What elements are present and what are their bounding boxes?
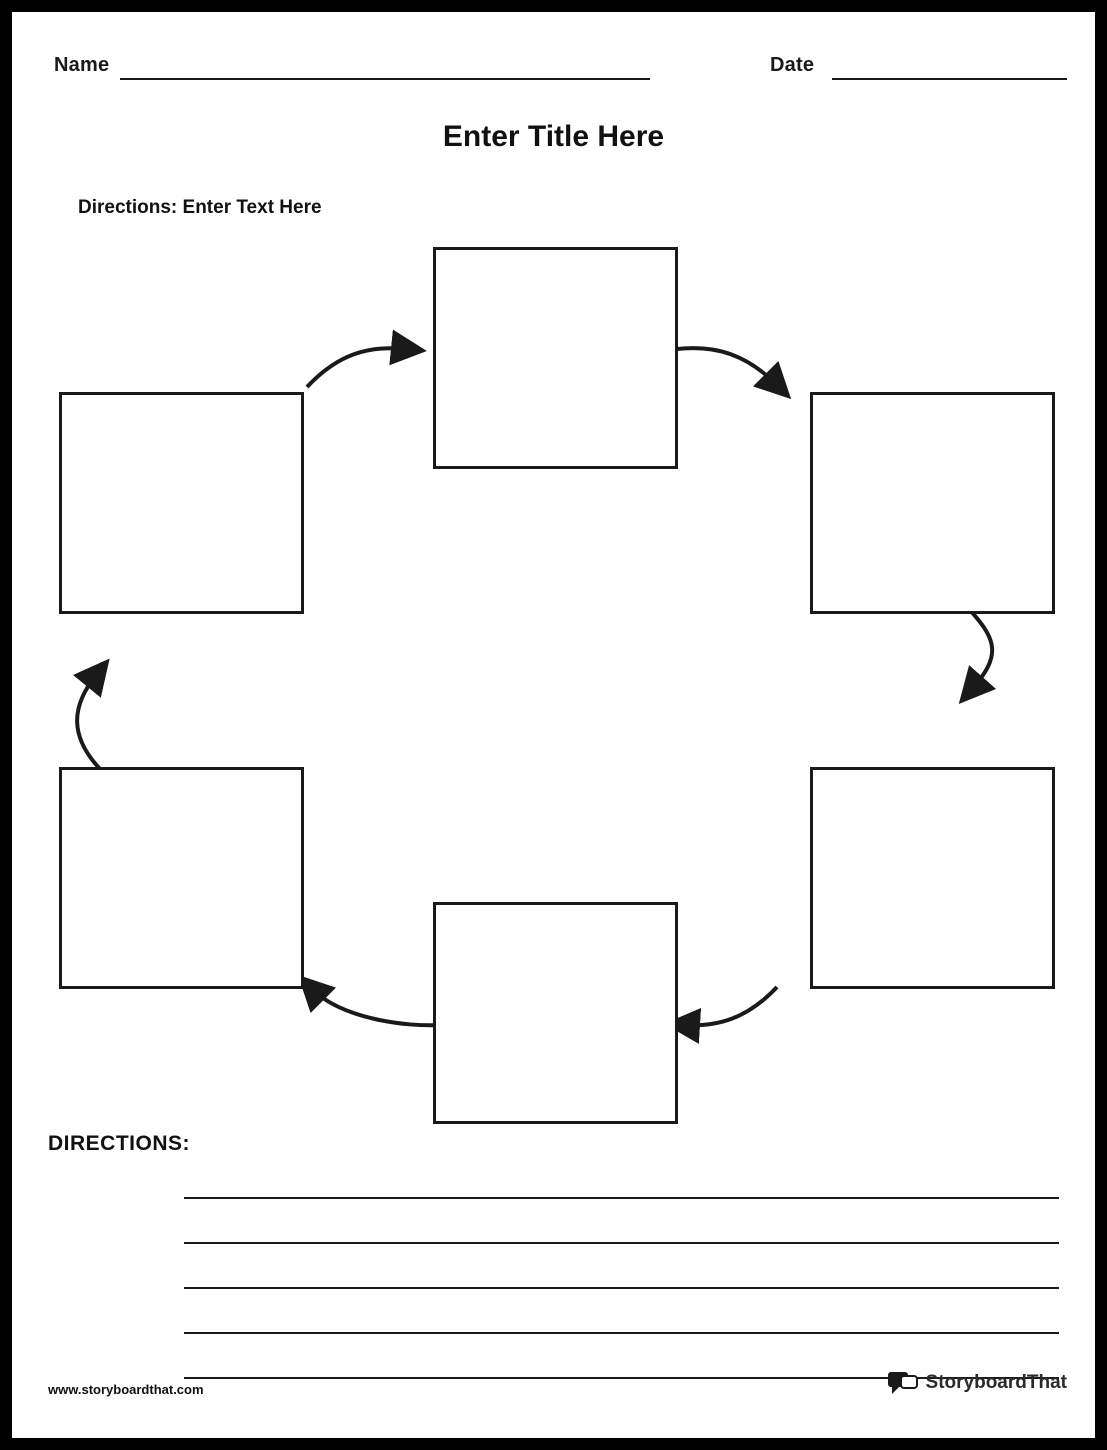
cycle-cell-right-upper[interactable] (810, 392, 1055, 614)
name-input-line[interactable] (120, 78, 650, 80)
footer-url[interactable]: www.storyboardthat.com (48, 1382, 204, 1397)
cycle-cell-left-lower[interactable] (59, 767, 304, 989)
directions-bottom-label: DIRECTIONS: (48, 1132, 190, 1155)
writing-lines (184, 1157, 1059, 1347)
speech-bubble-icon (888, 1370, 918, 1396)
arrow-left-up (77, 674, 100, 769)
arrow-right-to-bottom (684, 987, 777, 1025)
brand-text-second: That (1026, 1372, 1067, 1393)
page-title[interactable]: Enter Title Here (442, 120, 665, 153)
date-label: Date (770, 54, 815, 76)
brand-text-first: Storyboard (925, 1372, 1027, 1393)
worksheet-sheet (12, 12, 1095, 1438)
writing-line[interactable] (184, 1287, 1059, 1289)
cycle-cell-top[interactable] (433, 247, 678, 469)
arrow-left-to-top (307, 348, 407, 387)
cycle-cell-left-upper[interactable] (59, 392, 304, 614)
cycle-cell-right-lower[interactable] (810, 767, 1055, 989)
writing-line[interactable] (184, 1242, 1059, 1244)
arrow-right-down (967, 607, 992, 689)
brand-text (926, 1372, 1067, 1394)
writing-line[interactable] (184, 1332, 1059, 1334)
writing-line[interactable] (184, 1197, 1059, 1199)
cycle-diagram (12, 237, 1095, 1137)
name-label: Name (54, 54, 110, 76)
date-input-line[interactable] (832, 78, 1067, 80)
arrow-top-to-right (677, 348, 777, 385)
directions-top-text[interactable]: Directions: Enter Text Here (78, 197, 322, 218)
brand-logo (888, 1370, 1067, 1396)
arrow-bottom-to-left (312, 989, 440, 1025)
cycle-cell-bottom[interactable] (433, 902, 678, 1124)
